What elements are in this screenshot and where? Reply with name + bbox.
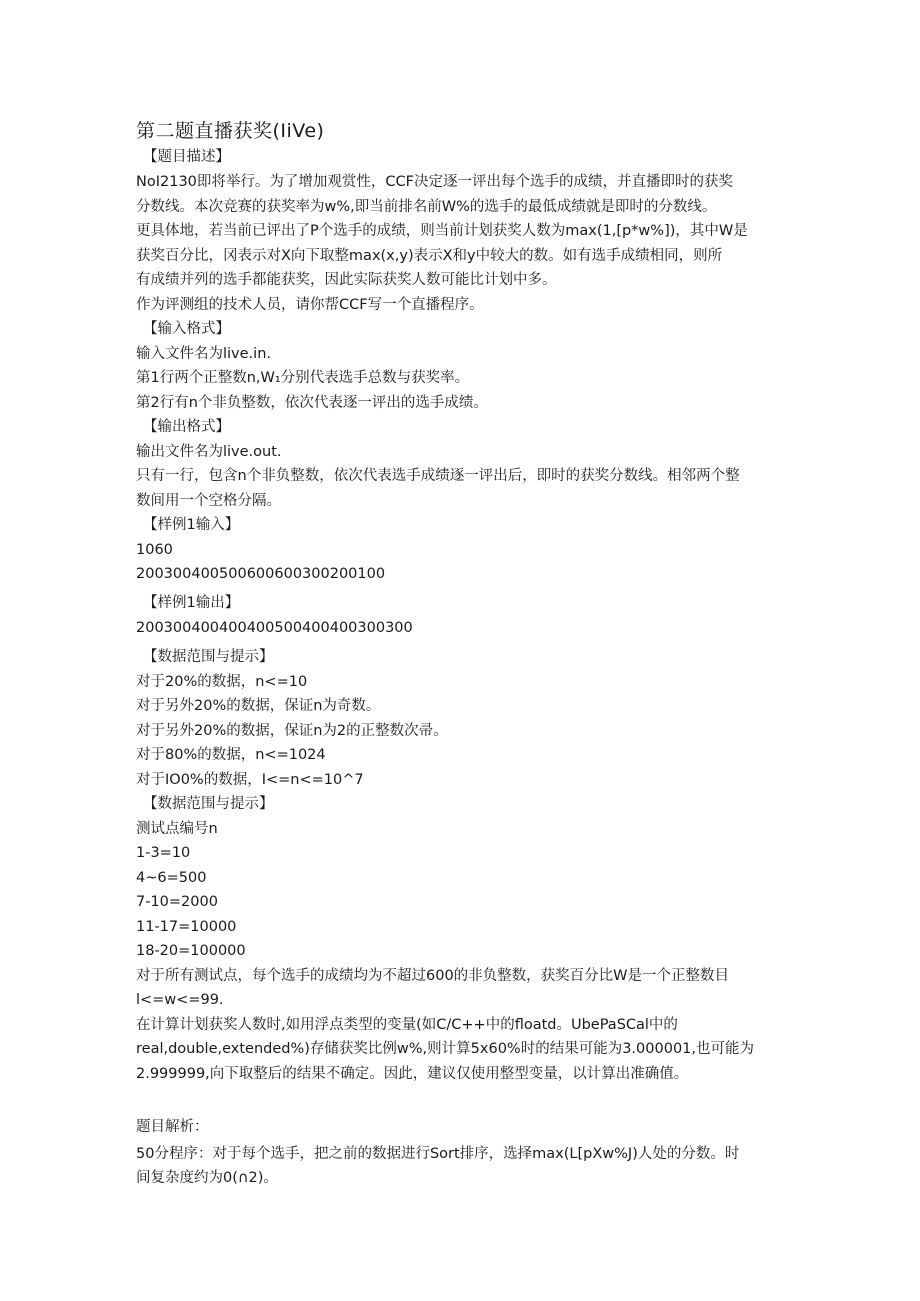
sample-input-line: 200300400500600600300200100 xyxy=(136,566,386,582)
text-line: 输出文件名为live.out. xyxy=(136,444,282,460)
section-heading-description: 【题目描述】 xyxy=(143,149,230,165)
text-line: 4~6=500 xyxy=(136,870,207,886)
sample-input-line: 1060 xyxy=(136,542,173,558)
text-line: 第1行两个正整数n,W₁分别代表选手总数与获奖率。 xyxy=(136,370,470,386)
problem-title: 第二题直播获奖(IiVe) xyxy=(136,120,325,142)
text-line: 7-10=2000 xyxy=(136,894,218,910)
text-line: 2.999999,向下取整后的结果不确定。因此，建议仅使用整型变量，以计算出准确值。 xyxy=(136,1066,689,1082)
text-line: 有成绩并列的选手都能获奖，因此实际获奖人数可能比计划中多。 xyxy=(136,272,557,288)
text-line: 作为评测组的技术人员，请你帮CCF写一个直播程序。 xyxy=(136,297,484,313)
text-line: 输入文件名为live.in. xyxy=(136,346,271,362)
text-line: 对于另外20%的数据，保证n为2的正整数次帚。 xyxy=(136,723,448,739)
text-line: 分数线。本次竞赛的获奖率为w%,即当前排名前W%的选手的最低成绩就是即时的分数线。 xyxy=(136,199,717,215)
text-line: 更具体地，若当前已评出了P个选手的成绩，则当前计划获奖人数为max(1,[p*w%])，其中W是 xyxy=(136,223,748,239)
text-line: 在计算计划获奖人数时,如用浮点类型的变量(如C/C++中的floatd。UbePaSCal中的 xyxy=(136,1017,678,1033)
text-line: 对于所有测试点，每个选手的成绩均为不超过600的非负整数，获奖百分比W是一个正整数目 xyxy=(136,968,730,984)
text-line: real,double,extended%)存储获奖比例w%,则计算5x60%时的结果可能为3.000001,也可能为 xyxy=(136,1041,754,1057)
text-line: NoI2130即将举行。为了增加观赏性，CCF决定逐一评出每个选手的成绩，并直播即时的获奖 xyxy=(136,174,733,190)
section-heading-data-range: 【数据范围与提示】 xyxy=(143,649,274,665)
text-line: 只有一行，包含n个非负整数，依次代表选手成绩逐一评出后，即时的获奖分数线。相邻两个整 xyxy=(136,468,740,484)
text-line: 数间用一个空格分隔。 xyxy=(136,493,281,509)
text-line: 18-20=100000 xyxy=(136,943,246,959)
analysis-heading: 题目解析： xyxy=(136,1119,209,1135)
text-line: 对于另外20%的数据，保证n为奇数。 xyxy=(136,698,381,714)
text-line: 获奖百分比，冈表示对X向下取整max(x,y)表示X和y中较大的数。如有选手成绩相同，则所 xyxy=(136,248,723,264)
text-line: 测试点编号n xyxy=(136,821,218,837)
text-line: 1-3=10 xyxy=(136,845,191,861)
text-line: 第2行有n个非负整数，依次代表逐一评出的选手成绩。 xyxy=(136,395,488,411)
text-line: 50分程序：对于每个选手，把之前的数据进行Sort排序，选择max(L[pXw%J)人处的分数。时 xyxy=(136,1146,740,1162)
section-heading-sample-output: 【样例1输出】 xyxy=(143,595,240,611)
section-heading-input: 【输入格式】 xyxy=(143,321,230,337)
text-line: 间复杂度约为0(∩2)。 xyxy=(136,1170,278,1186)
text-line: 对于80%的数据，n<=1024 xyxy=(136,747,326,763)
text-line: 11-17=10000 xyxy=(136,919,237,935)
sample-output-line: 200300400400400500400400300300 xyxy=(136,620,413,636)
section-heading-sample-input: 【样例1输入】 xyxy=(143,517,240,533)
section-heading-output: 【输出格式】 xyxy=(143,419,230,435)
section-heading-data-range: 【数据范围与提示】 xyxy=(143,796,274,812)
text-line: l<=w<=99. xyxy=(136,992,224,1008)
text-line: 对于IO0%的数据，I<=n<=10^7 xyxy=(136,772,364,788)
text-line: 对于20%的数据，n<=10 xyxy=(136,674,308,690)
